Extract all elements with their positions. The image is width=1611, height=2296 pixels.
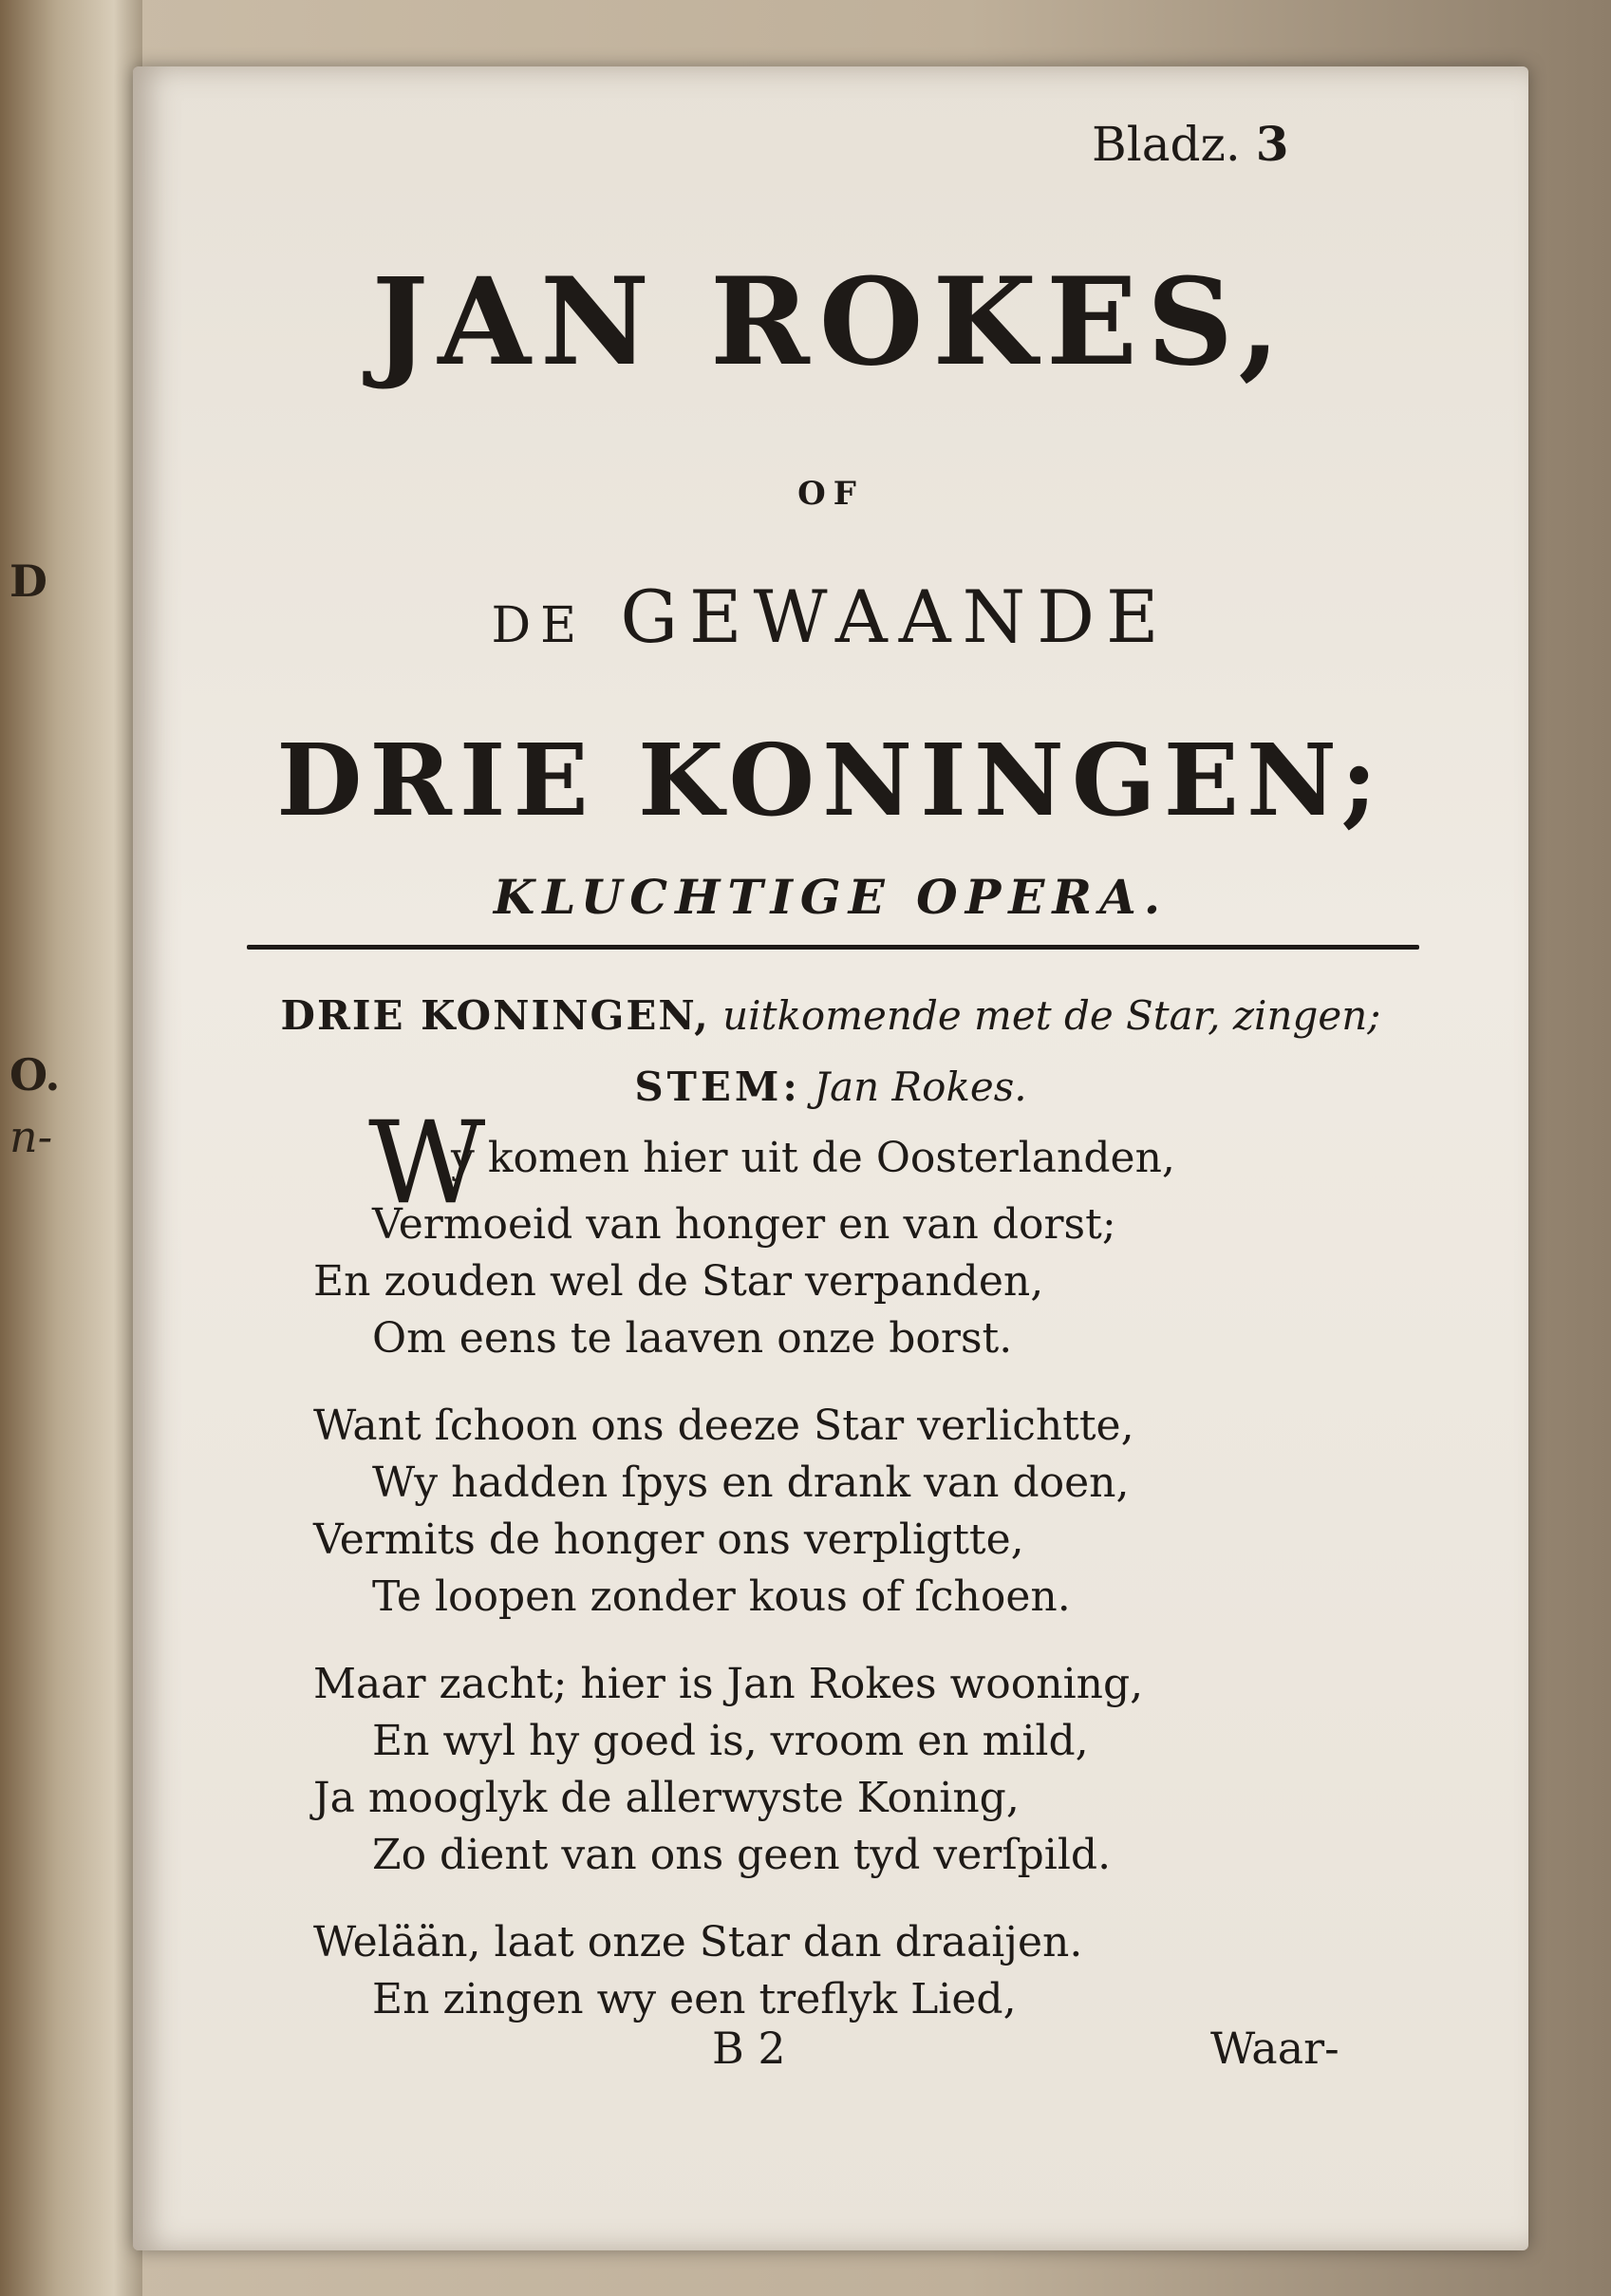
melody-line: [133, 1063, 1528, 1110]
subtitle-prefix: DE: [491, 597, 587, 654]
verse-line: En wyl hy goed is, vroom en mild,: [372, 1717, 1089, 1765]
verse-line: y komen hier uit de Oosterlanden,: [451, 1134, 1175, 1182]
verse-line: Zo dient van ons geen tyd verſpild.: [372, 1831, 1112, 1879]
verse-line: Welään, laat onze Star dan draaijen.: [313, 1918, 1083, 1967]
catchword: Waar-: [1210, 2023, 1339, 2074]
verse-line: Maar zacht; hier is Jan Rokes wooning,: [313, 1660, 1144, 1708]
page-number: 3: [1255, 116, 1289, 172]
page-number-header: [1092, 116, 1289, 172]
subtitle-line: [133, 574, 1528, 659]
verse-line: Want ſchoon ons deeze Star verlichtte,: [313, 1402, 1134, 1450]
subtitle-main: GEWAANDE: [620, 574, 1171, 659]
melody-tune: Jan Rokes.: [814, 1063, 1027, 1110]
page-title: JAN ROKES,: [371, 252, 1290, 392]
page-label: Bladz.: [1092, 117, 1241, 172]
book-page: [133, 66, 1528, 2250]
melody-label: STEM:: [634, 1063, 801, 1110]
verse-line: En zouden wel de Star verpanden,: [313, 1257, 1044, 1306]
speaker-name: DRIE KONINGEN,: [280, 992, 710, 1039]
divider-rule: [247, 945, 1419, 950]
verse-line: Om eens te laaven onze borst.: [372, 1314, 1013, 1363]
stage-direction: uitkomende met de Star,: [722, 992, 1221, 1039]
left-page-fragment: n-: [9, 1111, 53, 1162]
left-page-fragment: O.: [9, 1049, 61, 1101]
genre-label: KLUCHTIGE OPERA.: [493, 869, 1169, 925]
scene-header: [133, 992, 1528, 1039]
verse-line: Wy hadden ſpys en drank van doen,: [372, 1459, 1130, 1507]
verse-line: Te loopen zonder kous of ſchoen.: [372, 1572, 1071, 1621]
left-page-fragment: D: [9, 555, 47, 607]
left-page-edge: [0, 0, 142, 2296]
stage-verb: zingen;: [1232, 992, 1381, 1039]
verse-line: Ja mooglyk de allerwyste Koning,: [313, 1774, 1020, 1822]
drop-capital: W: [368, 1098, 486, 1230]
verse-line: En zingen wy een treflyk Lied,: [372, 1975, 1017, 2023]
title-connector: OF: [797, 475, 864, 513]
subtitle-second: DRIE KONINGEN;: [276, 722, 1385, 838]
verse-line: Vermoeid van honger en van dorst;: [372, 1200, 1116, 1249]
verse-line: Vermits de honger ons verpligtte,: [313, 1515, 1024, 1564]
signature-mark: B 2: [712, 2023, 786, 2074]
